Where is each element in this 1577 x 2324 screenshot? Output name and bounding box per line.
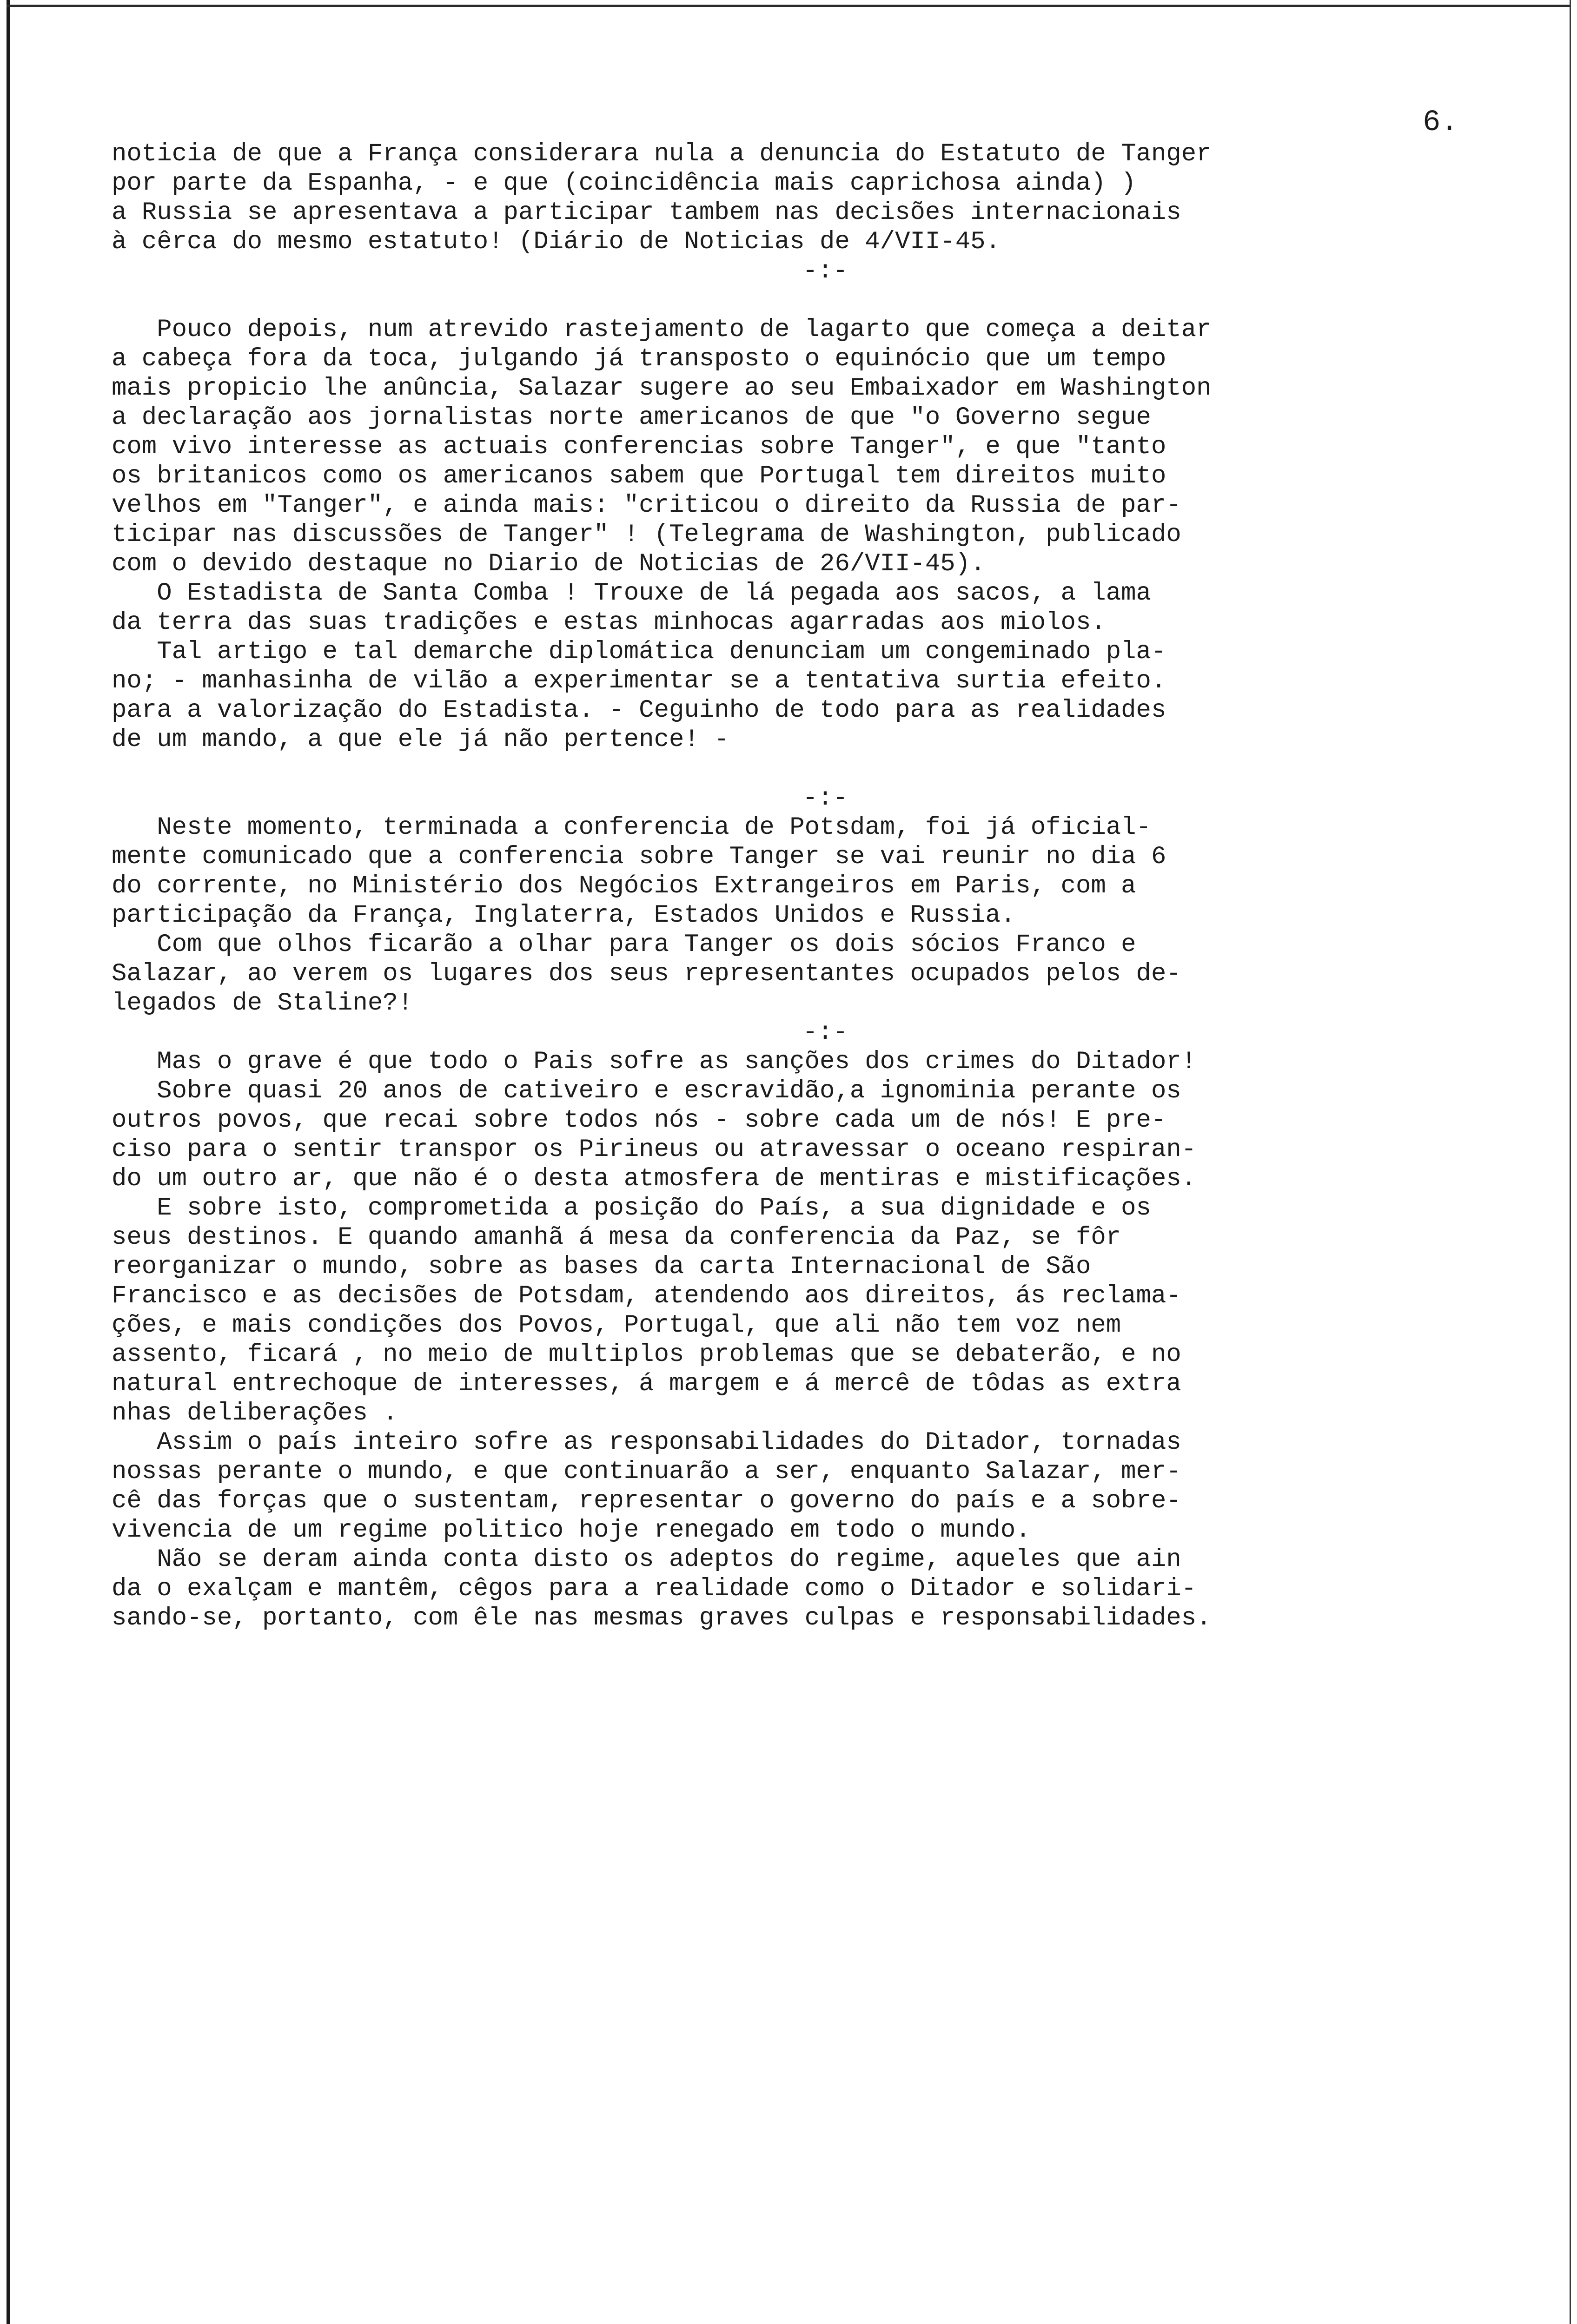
section-separator: -:- [802,784,848,812]
text-line: Assim o país inteiro sofre as responsabilidades do Ditador, tornadas [112,1428,1181,1457]
text-line: para a valorização do Estadista. - Ceguinho de todo para as realidades [112,696,1166,725]
text-line: com vivo interesse as actuais conferencias sobre Tanger", e que "tanto [112,433,1166,461]
typewritten-body [112,139,1483,1633]
page-left-edge [7,0,10,2324]
text-line: a declaração aos jornalistas norte americanos de que "o Governo segue [112,403,1151,432]
text-line: cê das forças que o sustentam, representar o governo do país e a sobre- [112,1487,1181,1515]
text-line: Tal artigo e tal demarche diplomática denunciam um congeminado pla- [112,638,1166,666]
spacer [112,754,1483,784]
text-line: mais propicio lhe anûncia, Salazar sugere ao seu Embaixador em Washington [112,374,1212,403]
spacer [112,286,1483,315]
text-line: à cêrca do mesmo estatuto! (Diário de Noticias de 4/VII-45. [112,228,1001,256]
text-line: noticia de que a França considerara nula a denuncia do Estatuto de Tanger [112,140,1212,168]
section-separator: -:- [802,1018,848,1047]
paragraph-1 [112,139,1483,257]
text-line: do um outro ar, que não é o desta atmosfera de mentiras e mistificações. [112,1165,1197,1193]
text-line: vivencia de um regime politico hoje renegado em todo o mundo. [112,1516,1031,1545]
section-separator: -:- [802,257,848,285]
text-line: a cabeça fora da toca, julgando já transposto o equinócio que um tempo [112,345,1166,373]
text-line: O Estadista de Santa Comba ! Trouxe de lá pegada aos sacos, a lama [112,579,1151,607]
text-line: ciso para o sentir transpor os Pirineus ou atravessar o oceano respiran- [112,1136,1197,1164]
text-line: do corrente, no Ministério dos Negócios Extrangeiros em Paris, com a [112,872,1136,900]
text-line: mente comunicado que a conferencia sobre Tanger se vai reunir no dia 6 [112,843,1166,871]
paragraph-4 [112,1047,1483,1633]
text-line: Francisco e as decisões de Potsdam, atendendo aos direitos, ás reclama- [112,1282,1181,1310]
text-line: legados de Staline?! [112,989,413,1017]
text-line: por parte da Espanha, - e que (coincidência mais caprichosa ainda) ) [112,169,1136,198]
text-line: E sobre isto, comprometida a posição do País, a sua dignidade e os [112,1194,1151,1222]
text-line: nossas perante o mundo, e que continuarão a ser, enquanto Salazar, mer- [112,1458,1181,1486]
text-line: os britanicos como os americanos sabem que Portugal tem direitos muito [112,462,1166,490]
text-line: ticipar nas discussões de Tanger" ! (Telegrama de Washington, publicado [112,521,1181,549]
text-line: Com que olhos ficarão a olhar para Tanger os dois sócios Franco e [112,931,1136,959]
text-line: ções, e mais condições dos Povos, Portugal, que ali não tem voz nem [112,1311,1121,1340]
page-right-edge [1570,0,1571,2324]
text-line: da o exalçam e mantêm, cêgos para a realidade como o Ditador e solidari- [112,1575,1197,1603]
text-line: nhas deliberações . [112,1399,398,1427]
text-line: assento, ficará , no meio de multiplos problemas que se debaterão, e no [112,1340,1181,1369]
text-line: de um mando, a que ele já não pertence! - [112,726,729,754]
text-line: com o devido destaque no Diario de Noticias de 26/VII-45). [112,550,986,578]
text-line: seus destinos. E quando amanhã á mesa da conferencia da Paz, se fôr [112,1223,1121,1252]
text-line: participação da França, Inglaterra, Estados Unidos e Russia. [112,901,1016,930]
text-line: velhos em "Tanger", e ainda mais: "criticou o direito da Russia de par- [112,491,1181,520]
text-line: natural entrechoque de interesses, á margem e á mercê de tôdas as extra [112,1370,1181,1398]
text-line: sando-se, portanto, com êle nas mesmas graves culpas e responsabilidades. [112,1604,1212,1632]
page-number: 6. [1423,106,1458,139]
text-line: Neste momento, terminada a conferencia de Potsdam, foi já oficial- [112,813,1151,842]
paragraph-2 [112,315,1483,754]
text-line: Não se deram ainda conta disto os adeptos do regime, aqueles que ain [112,1545,1181,1574]
paragraph-3 [112,813,1483,1018]
text-line: outros povos, que recai sobre todos nós - sobre cada um de nós! E pre- [112,1106,1166,1135]
text-line: a Russia se apresentava a participar tambem nas decisões internacionais [112,198,1181,227]
text-line: Salazar, ao verem os lugares dos seus representantes ocupados pelos de- [112,960,1181,988]
text-line: reorganizar o mundo, sobre as bases da carta Internacional de São [112,1253,1091,1281]
text-line: no; - manhasinha de vilão a experimentar se a tentativa surtia efeito. [112,667,1166,695]
text-line: da terra das suas tradições e estas minhocas agarradas aos miolos. [112,608,1106,637]
text-line: Pouco depois, num atrevido rastejamento de lagarto que começa a deitar [112,316,1212,344]
text-line: Mas o grave é que todo o Pais sofre as sanções dos crimes do Ditador! [112,1048,1197,1076]
page-top-edge [7,5,1571,7]
text-line: Sobre quasi 20 anos de cativeiro e escravidão,a ignominia perante os [112,1077,1181,1105]
